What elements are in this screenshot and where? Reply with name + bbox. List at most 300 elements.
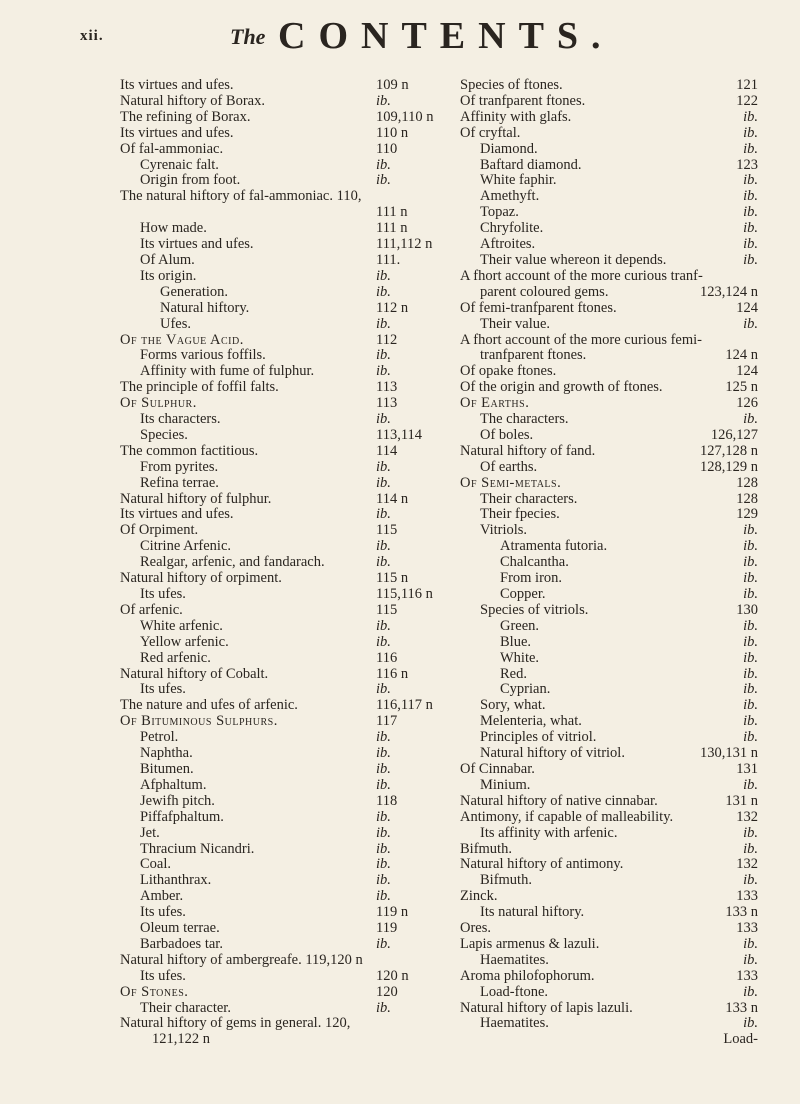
entry-page: ib. <box>743 729 758 746</box>
contents-entry <box>120 380 438 396</box>
entry-text: Red. <box>500 666 527 682</box>
entry-text: 121,122 n <box>152 1032 210 1048</box>
entry-text: Chryfolite. <box>480 221 544 237</box>
contents-entry <box>460 842 758 858</box>
entry-text: Their characters. <box>480 491 578 507</box>
contents-entry <box>460 1001 758 1017</box>
contents-entry <box>460 571 758 587</box>
entry-page: ib. <box>743 204 758 221</box>
entry-text: Lapis armenus & lazuli. <box>460 936 600 952</box>
contents-entry <box>120 158 438 174</box>
entry-page: 115 <box>376 601 398 618</box>
entry-text: The nature and ufes of arfenic. <box>120 698 298 714</box>
contents-entry <box>460 555 758 571</box>
entry-text: Natural hiftory of fand. <box>460 443 596 459</box>
entry-page: 125 n <box>725 379 758 396</box>
section-heading <box>460 396 758 412</box>
entry-text: Zinck. <box>460 889 498 905</box>
entry-page: ib. <box>743 188 758 205</box>
contents-entry <box>120 571 438 587</box>
entry-text: Natural hiftory of antimony. <box>460 857 624 873</box>
entry-text: Of femi-tranfparent ftones. <box>460 300 617 316</box>
entry-page: ib. <box>743 220 758 237</box>
contents-entry <box>120 1016 438 1032</box>
entry-text: Its virtues and ufes. <box>120 78 234 93</box>
entry-page: ib. <box>743 411 758 428</box>
entry-page: ib. <box>743 124 758 141</box>
entry-text: Of earths. <box>480 459 538 475</box>
contents-entry <box>460 507 758 523</box>
contents-entry <box>120 810 438 826</box>
contents-entry <box>120 428 438 444</box>
entry-page: 124 n <box>725 347 758 364</box>
contents-entry <box>460 905 758 921</box>
entry-text: Barbadoes tar. <box>140 936 223 952</box>
entry-text: Aroma philofophorum. <box>460 968 595 984</box>
entry-text: From pyrites. <box>140 459 219 475</box>
entry-text: Natural hiftory of gems in general. 120, <box>120 1016 351 1032</box>
entry-text: Principles of vitriol. <box>480 730 597 746</box>
entry-page: 109,110 n <box>376 108 434 125</box>
contents-entry <box>120 905 438 921</box>
entry-text: Realgar, arfenic, and fandarach. <box>140 555 325 571</box>
entry-page: ib. <box>743 538 758 555</box>
entry-text: Bifmuth. <box>460 841 512 857</box>
entry-page: ib. <box>376 156 391 173</box>
entry-text: Forms various foffils. <box>140 348 266 364</box>
entry-text: From iron. <box>500 571 563 587</box>
contents-entry <box>460 714 758 730</box>
contents-entry <box>120 348 438 364</box>
entry-page: 114 <box>376 442 398 459</box>
entry-page: ib. <box>743 697 758 714</box>
entry-text: Antimony, if capable of malleability. <box>460 809 674 825</box>
entry-text: The characters. <box>480 412 569 428</box>
contents-entry <box>120 794 438 810</box>
entry-text: Its ufes. <box>140 905 186 921</box>
contents-entry <box>120 889 438 905</box>
entry-text: Affinity with fume of fulphur. <box>140 364 315 380</box>
entry-page: ib. <box>743 840 758 857</box>
entry-page: 128 <box>736 474 758 491</box>
entry-page: 128,129 n <box>700 458 758 475</box>
contents-entry <box>120 476 438 492</box>
contents-entry <box>120 730 438 746</box>
entry-page: 131 <box>736 760 758 777</box>
entry-page: ib. <box>743 315 758 332</box>
entry-text: Of Earths. <box>460 396 530 412</box>
contents-entry <box>460 762 758 778</box>
entry-text: A fhort account of the more curious femi- <box>460 332 702 348</box>
entry-page: 114 n <box>376 490 409 507</box>
entry-text: Their value whereon it depends. <box>480 252 667 268</box>
entry-text: Their value. <box>480 316 551 332</box>
contents-entry <box>460 142 758 158</box>
entry-text: The natural hiftory of fal-ammoniac. 110, <box>120 189 362 205</box>
entry-text: Haematites. <box>480 952 549 968</box>
section-heading <box>120 396 438 412</box>
contents-entry <box>460 364 758 380</box>
entry-text: Its ufes. <box>140 587 186 602</box>
entry-text: White faphir. <box>480 173 557 189</box>
contents-entry <box>120 873 438 889</box>
contents-entry <box>120 173 438 189</box>
entry-page: 128 <box>736 490 758 507</box>
entry-text: Of boles. <box>480 427 534 443</box>
entry-page: ib. <box>743 665 758 682</box>
entry-text: Its ufes. <box>140 968 186 984</box>
entry-page: ib. <box>376 840 391 857</box>
contents-entry <box>460 444 758 460</box>
contents-entry <box>460 301 758 317</box>
contents-entry <box>460 746 758 762</box>
contents-entry <box>460 317 758 333</box>
entry-page: ib. <box>743 872 758 889</box>
entry-text: Of opake ftones. <box>460 364 557 380</box>
section-heading <box>460 476 758 492</box>
contents-right-column <box>460 78 758 1048</box>
entry-page: 113 <box>376 379 398 396</box>
entry-text: tranfparent ftones. <box>480 348 587 364</box>
entry-page: 110 n <box>376 124 409 141</box>
title-prefix: The <box>230 24 266 49</box>
contents-entry <box>120 921 438 937</box>
entry-text: Afphaltum. <box>140 777 207 793</box>
contents-entry <box>120 587 438 603</box>
entry-text: Minium. <box>480 777 531 793</box>
contents-entry <box>460 539 758 555</box>
entry-text: Atramenta futoria. <box>500 539 608 555</box>
contents-entry <box>460 78 758 94</box>
contents-entry <box>460 730 758 746</box>
entry-page: ib. <box>376 538 391 555</box>
entry-text: Red arfenic. <box>140 650 211 666</box>
entry-page: 111. <box>376 251 401 268</box>
contents-entry <box>460 619 758 635</box>
entry-page: ib. <box>743 140 758 157</box>
contents-entry <box>120 762 438 778</box>
entry-page: ib. <box>743 108 758 125</box>
contents-entry <box>460 110 758 126</box>
entry-text: Refina terrae. <box>140 475 219 491</box>
entry-page: 111,112 n <box>376 236 433 253</box>
contents-entry <box>460 523 758 539</box>
entry-page: 132 <box>736 856 758 873</box>
contents-entry <box>120 746 438 762</box>
contents-entry <box>120 667 438 683</box>
entry-page: 115,116 n <box>376 586 433 602</box>
entry-page: 120 n <box>376 967 409 984</box>
contents-entry <box>460 492 758 508</box>
entry-page: ib. <box>376 633 391 650</box>
entry-text: How made. <box>140 221 207 237</box>
entry-page: 121 <box>736 77 758 93</box>
entry-page: ib. <box>743 1015 758 1032</box>
entry-text: Of Stones. <box>120 984 189 1000</box>
entry-text: Petrol. <box>140 730 179 746</box>
entry-text: Citrine Arfenic. <box>140 539 232 555</box>
entry-page: ib. <box>376 474 391 491</box>
entry-page: 113 <box>376 395 398 412</box>
entry-text: Of Alum. <box>140 252 195 268</box>
entry-page: 124 <box>736 363 758 380</box>
entry-page: 133 n <box>725 904 758 921</box>
entry-page: 133 <box>736 920 758 937</box>
entry-page: 110 <box>376 140 398 157</box>
entry-page: 113,114 <box>376 426 423 443</box>
contents-entry <box>120 221 438 237</box>
entry-text: Ores. <box>460 921 492 937</box>
entry-page: 123 <box>736 156 758 173</box>
entry-page: ib. <box>376 729 391 746</box>
entry-text: Its characters. <box>140 412 221 428</box>
contents-entry <box>120 301 438 317</box>
entry-text: A fhort account of the more curious tranf- <box>460 268 703 284</box>
entry-page: ib. <box>376 315 391 332</box>
entry-page: 133 <box>736 888 758 905</box>
entry-text: Its origin. <box>140 268 197 284</box>
entry-text: Natural hiftory of lapis lazuli. <box>460 1000 633 1016</box>
entry-text: Origin from foot. <box>140 173 241 189</box>
entry-text: Of the Vague Acid. <box>120 332 244 348</box>
entry-text: Species. <box>140 427 188 443</box>
entry-text: Yellow arfenic. <box>140 634 229 650</box>
entry-text: Of Sulphur. <box>120 396 197 412</box>
contents-entry <box>120 682 438 698</box>
entry-page: ib. <box>376 617 391 634</box>
entry-page: ib. <box>743 554 758 571</box>
entry-page: ib. <box>376 506 391 523</box>
contents-entry <box>460 635 758 651</box>
contents-entry <box>460 873 758 889</box>
contents-entry <box>460 985 758 1001</box>
contents-entry <box>120 317 438 333</box>
entry-page: ib. <box>743 824 758 841</box>
contents-entry <box>460 94 758 110</box>
contents-entry <box>460 1032 758 1048</box>
contents-entry <box>120 444 438 460</box>
entry-page: ib. <box>376 347 391 364</box>
contents-entry <box>460 826 758 842</box>
contents-entry <box>460 921 758 937</box>
entry-page: ib. <box>376 92 391 109</box>
entry-page: 123,124 n <box>700 283 758 300</box>
entry-text: Affinity with glafs. <box>460 109 572 125</box>
entry-text: Copper. <box>500 587 546 602</box>
contents-entry <box>460 682 758 698</box>
contents-entry <box>120 937 438 953</box>
section-heading <box>120 985 438 1001</box>
entry-text: Natural hiftory of fulphur. <box>120 491 272 507</box>
entry-text: Natural hiftory of orpiment. <box>120 571 282 587</box>
entry-page: 127,128 n <box>700 442 758 459</box>
entry-page: 118 <box>376 792 398 809</box>
contents-entry <box>120 603 438 619</box>
entry-text: Of fal-ammoniac. <box>120 141 224 157</box>
entry-page: 112 <box>376 331 398 348</box>
contents-entry <box>460 380 758 396</box>
contents-entry <box>120 237 438 253</box>
contents-entry <box>120 412 438 428</box>
entry-page: 126,127 <box>710 426 758 443</box>
contents-entry <box>120 651 438 667</box>
entry-page: 132 <box>736 808 758 825</box>
entry-page: ib. <box>376 872 391 889</box>
entry-page: ib. <box>376 411 391 428</box>
entry-text: Natural hiftory of Cobalt. <box>120 666 269 682</box>
entry-page: 129 <box>736 506 758 523</box>
entry-page: 130,131 n <box>700 745 758 762</box>
entry-text: Vitriols. <box>480 523 528 539</box>
entry-text: Piffafphaltum. <box>140 809 224 825</box>
contents-entry <box>460 412 758 428</box>
entry-text: Their fpecies. <box>480 507 560 523</box>
entry-page: 126 <box>736 395 758 412</box>
contents-entry <box>120 555 438 571</box>
entry-page: 116 n <box>376 665 409 682</box>
contents-entry <box>120 94 438 110</box>
entry-text: Natural hiftory of Borax. <box>120 93 265 109</box>
entry-text: Amethyft. <box>480 189 540 205</box>
entry-page: 111 n <box>376 220 408 237</box>
entry-text: Amber. <box>140 889 184 905</box>
entry-text: Generation. <box>160 284 229 300</box>
entry-text: Its ufes. <box>140 682 186 698</box>
entry-page: ib. <box>743 522 758 539</box>
entry-text: Of the origin and growth of ftones. <box>460 380 663 396</box>
entry-text: Of cryftal. <box>460 125 521 141</box>
entry-text: Natural hiftory of ambergreafe. 119,120 n <box>120 952 363 968</box>
entry-text: Aftroites. <box>480 237 536 253</box>
entry-text: Melenteria, what. <box>480 714 582 730</box>
contents-entry <box>460 333 758 349</box>
entry-page: ib. <box>376 745 391 762</box>
contents-entry <box>120 857 438 873</box>
entry-page: ib. <box>743 681 758 698</box>
entry-page: ib. <box>376 363 391 380</box>
contents-entry <box>460 237 758 253</box>
contents-entry <box>460 603 758 619</box>
entry-page: ib. <box>376 888 391 905</box>
entry-text: Its virtues and ufes. <box>120 125 234 141</box>
entry-text: Diamond. <box>480 141 538 157</box>
page-title: CONTENTS. <box>278 15 614 57</box>
contents-entry <box>460 698 758 714</box>
entry-page: ib. <box>743 935 758 952</box>
entry-page: 117 <box>376 713 398 730</box>
contents-entry <box>460 173 758 189</box>
section-heading <box>120 714 438 730</box>
entry-text: Of Cinnabar. <box>460 761 535 777</box>
contents-entry <box>120 778 438 794</box>
contents-entry <box>460 794 758 810</box>
contents-entry <box>460 428 758 444</box>
entry-text: Lithanthrax. <box>140 873 212 889</box>
entry-page: 115 n <box>376 570 409 587</box>
entry-text: Load-ftone. <box>480 984 549 1000</box>
contents-entry <box>120 842 438 858</box>
entry-page: ib. <box>743 251 758 268</box>
entry-text: Green. <box>500 618 540 634</box>
contents-entry <box>120 539 438 555</box>
entry-text: Of Bituminous Sulphurs. <box>120 714 278 730</box>
entry-page: ib. <box>376 681 391 698</box>
entry-page: 116 <box>376 649 398 666</box>
entry-text: Blue. <box>500 634 532 650</box>
entry-page: ib. <box>743 649 758 666</box>
contents-entry <box>120 1032 438 1048</box>
entry-text: Baftard diamond. <box>480 157 582 173</box>
entry-text: parent coloured gems. <box>480 284 609 300</box>
contents-entry <box>120 969 438 985</box>
entry-text: Thracium Nicandri. <box>140 841 255 857</box>
entry-text: Its natural hiftory. <box>480 905 585 921</box>
entry-text: Jewifh pitch. <box>140 793 215 809</box>
contents-entry <box>120 826 438 842</box>
entry-text: Its virtues and ufes. <box>140 237 254 253</box>
entry-page: ib. <box>376 935 391 952</box>
contents-entry <box>120 205 438 221</box>
entry-page: 133 n <box>725 999 758 1016</box>
entry-text: Natural hiftory of vitriol. <box>480 746 625 762</box>
entry-text: Natural hiftory. <box>160 300 250 316</box>
contents-entry <box>460 651 758 667</box>
entry-page: Load- <box>723 1031 758 1048</box>
contents-entry <box>460 189 758 205</box>
entry-page: ib. <box>376 999 391 1016</box>
contents-entry <box>120 126 438 142</box>
entry-text: Haematites. <box>480 1016 549 1032</box>
entry-text: Bitumen. <box>140 761 194 777</box>
contents-entry <box>120 635 438 651</box>
page-number: xii. <box>80 28 104 44</box>
contents-entry <box>460 205 758 221</box>
entry-page: ib. <box>743 951 758 968</box>
entry-page: ib. <box>743 172 758 189</box>
contents-entry <box>120 698 438 714</box>
entry-text: Its affinity with arfenic. <box>480 825 618 841</box>
entry-text: White arfenic. <box>140 618 223 634</box>
contents-entry <box>460 857 758 873</box>
entry-page: 109 n <box>376 77 409 93</box>
contents-entry <box>460 969 758 985</box>
entry-text: Its virtues and ufes. <box>120 507 234 523</box>
contents-entry <box>460 126 758 142</box>
contents-entry <box>120 110 438 126</box>
contents-entry <box>460 285 758 301</box>
entry-page: 112 n <box>376 299 409 316</box>
section-heading <box>120 333 438 349</box>
contents-entry <box>120 269 438 285</box>
entry-page: ib. <box>376 172 391 189</box>
entry-text: Sory, what. <box>480 698 546 714</box>
contents-entry <box>460 810 758 826</box>
entry-page: 115 <box>376 522 398 539</box>
contents-entry <box>120 142 438 158</box>
entry-text: The refining of Borax. <box>120 109 251 125</box>
entry-page: ib. <box>743 586 758 602</box>
entry-text: Cyprian. <box>500 682 551 698</box>
entry-text: The principle of foffil falts. <box>120 380 279 396</box>
contents-entry <box>120 1001 438 1017</box>
entry-text: White. <box>500 650 540 666</box>
entry-text: Cyrenaic falt. <box>140 157 219 173</box>
entry-page: ib. <box>743 776 758 793</box>
entry-text: Chalcantha. <box>500 555 569 571</box>
contents-entry <box>120 253 438 269</box>
contents-entry <box>120 285 438 301</box>
entry-page: ib. <box>376 776 391 793</box>
